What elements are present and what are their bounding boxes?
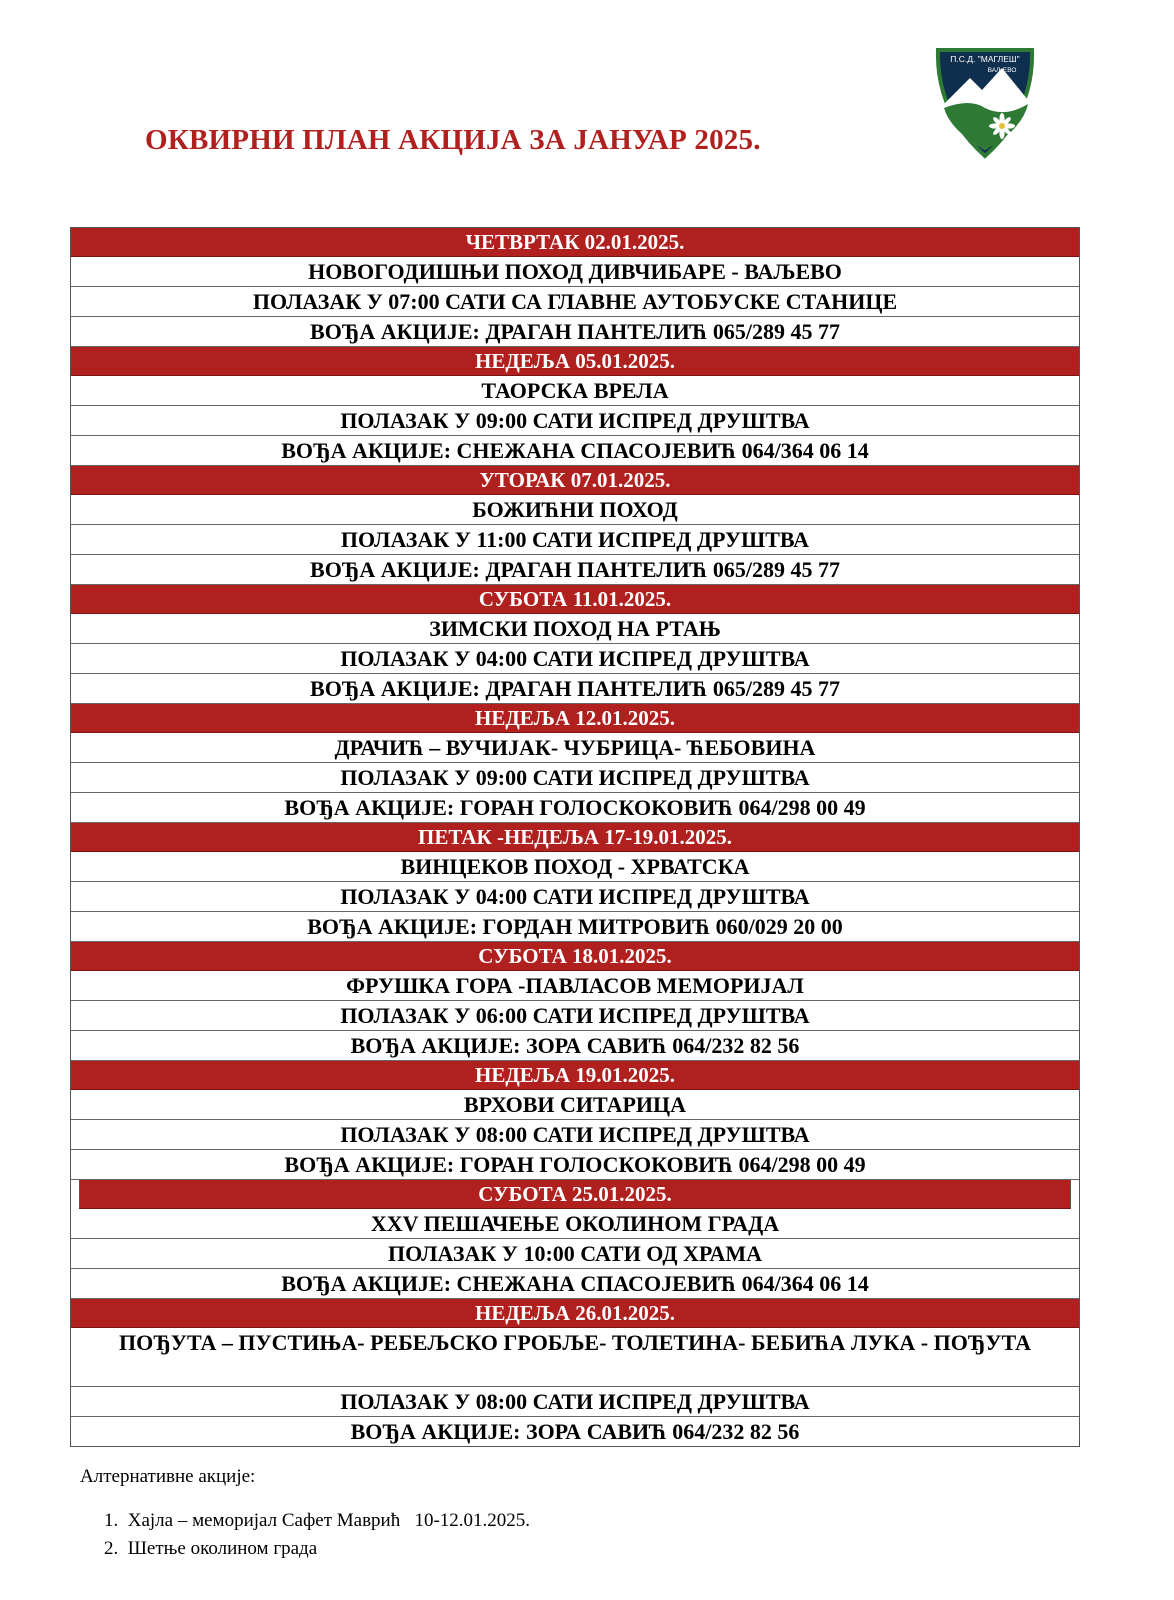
event-leader: ВОЂА АКЦИЈЕ: ДРАГАН ПАНТЕЛИЋ 065/289 45 77 bbox=[71, 674, 1079, 704]
event-name: ВРХОВИ СИТАРИЦА bbox=[71, 1090, 1079, 1120]
event-date: ПЕТАК -НЕДЕЉА 17-19.01.2025. bbox=[71, 823, 1079, 852]
event-date: УТОРАК 07.01.2025. bbox=[71, 466, 1079, 495]
event-leader: ВОЂА АКЦИЈЕ: ГОРАН ГОЛОСКОКОВИЋ 064/298 00 49 bbox=[71, 793, 1079, 823]
event-name: ДРАЧИЋ – ВУЧИЈАК- ЧУБРИЦА- ЋЕБОВИНА bbox=[71, 733, 1079, 763]
event-leader: ВОЂА АКЦИЈЕ: ДРАГАН ПАНТЕЛИЋ 065/289 45 77 bbox=[71, 317, 1079, 347]
event-leader: ВОЂА АКЦИЈЕ: ЗОРА САВИЋ 064/232 82 56 bbox=[71, 1031, 1079, 1061]
event-date: СУБОТА 11.01.2025. bbox=[71, 585, 1079, 614]
event-date: СУБОТА 25.01.2025. bbox=[79, 1180, 1071, 1209]
event-date: СУБОТА 18.01.2025. bbox=[71, 942, 1079, 971]
event-departure: ПОЛАЗАК У 07:00 САТИ СА ГЛАВНЕ АУТОБУСКЕ СТАНИЦЕ bbox=[71, 287, 1079, 317]
event-departure: ПОЛАЗАК У 08:00 САТИ ИСПРЕД ДРУШТВА bbox=[71, 1120, 1079, 1150]
event-departure: ПОЛАЗАК У 09:00 САТИ ИСПРЕД ДРУШТВА bbox=[71, 763, 1079, 793]
event-date: ЧЕТВРТАК 02.01.2025. bbox=[71, 228, 1079, 257]
event-name: XXV ПЕШАЧЕЊЕ ОКОЛИНОМ ГРАДА bbox=[71, 1209, 1079, 1239]
event-departure: ПОЛАЗАК У 11:00 САТИ ИСПРЕД ДРУШТВА bbox=[71, 525, 1079, 555]
club-logo-icon bbox=[930, 42, 1040, 162]
event-name: ТАОРСКА ВРЕЛА bbox=[71, 376, 1079, 406]
logo-top-text: П.С.Д. "МАГЛЕШ" bbox=[950, 54, 1020, 64]
event-departure: ПОЛАЗАК У 09:00 САТИ ИСПРЕД ДРУШТВА bbox=[71, 406, 1079, 436]
event-name: ВИНЦЕКОВ ПОХОД - ХРВАТСКА bbox=[71, 852, 1079, 882]
event-leader: ВОЂА АКЦИЈЕ: СНЕЖАНА СПАСОЈЕВИЋ 064/364 06 14 bbox=[71, 1269, 1079, 1299]
event-departure: ПОЛАЗАК У 04:00 САТИ ИСПРЕД ДРУШТВА bbox=[71, 644, 1079, 674]
event-departure: ПОЛАЗАК У 08:00 САТИ ИСПРЕД ДРУШТВА bbox=[71, 1387, 1079, 1417]
event-departure: ПОЛАЗАК У 06:00 САТИ ИСПРЕД ДРУШТВА bbox=[71, 1001, 1079, 1031]
event-name: БОЖИЋНИ ПОХОД bbox=[71, 495, 1079, 525]
event-leader: ВОЂА АКЦИЈЕ: ЗОРА САВИЋ 064/232 82 56 bbox=[350, 1419, 800, 1444]
alternatives-title: Алтернативне акције: bbox=[80, 1466, 256, 1487]
event-leader: ВОЂА АКЦИЈЕ: ГОРДАН МИТРОВИЋ 060/029 20 00 bbox=[71, 912, 1079, 942]
event-leader: ВОЂА АКЦИЈЕ: ДРАГАН ПАНТЕЛИЋ 065/289 45 77 bbox=[71, 555, 1079, 585]
page-title: ОКВИРНИ ПЛАН АКЦИЈА ЗА ЈАНУАР 2025. bbox=[145, 124, 761, 156]
event-date: НЕДЕЉА 26.01.2025. bbox=[71, 1299, 1079, 1328]
event-date: НЕДЕЉА 05.01.2025. bbox=[71, 347, 1079, 376]
event-date: НЕДЕЉА 19.01.2025. bbox=[71, 1061, 1079, 1090]
event-departure: ПОЛАЗАК У 10:00 САТИ ОД ХРАМА bbox=[71, 1239, 1079, 1269]
action-plan-table bbox=[70, 227, 1080, 1447]
alternative-item: 1. Хајла – меморијал Сафет Маврић 10-12.01.2025. bbox=[104, 1510, 531, 1531]
event-leader: ВОЂА АКЦИЈЕ: СНЕЖАНА СПАСОЈЕВИЋ 064/364 06 14 bbox=[71, 436, 1079, 466]
event-date: НЕДЕЉА 12.01.2025. bbox=[71, 704, 1079, 733]
alternative-item: 2. Шетње околином града bbox=[104, 1538, 318, 1559]
alternatives-list bbox=[104, 1507, 530, 1563]
logo-bottom-text: ВАЉЕВО bbox=[987, 67, 1017, 74]
event-name: НОВОГОДИШЊИ ПОХОД ДИВЧИБАРЕ - ВАЉЕВО bbox=[71, 257, 1079, 287]
event-departure: ПОЛАЗАК У 04:00 САТИ ИСПРЕД ДРУШТВА bbox=[71, 882, 1079, 912]
event-name: ПОЂУТА – ПУСТИЊА- РЕБЕЉСКО ГРОБЉЕ- ТОЛЕТИНА- БЕБИЋА ЛУКА - ПОЂУТА bbox=[71, 1328, 1079, 1387]
event-leader: ВОЂА АКЦИЈЕ: ГОРАН ГОЛОСКОКОВИЋ 064/298 00 49 bbox=[71, 1150, 1079, 1180]
event-name: ФРУШКА ГОРА -ПАВЛАСОВ МЕМОРИЈАЛ bbox=[71, 971, 1079, 1001]
event-name: ЗИМСКИ ПОХОД НА РТАЊ bbox=[71, 614, 1079, 644]
